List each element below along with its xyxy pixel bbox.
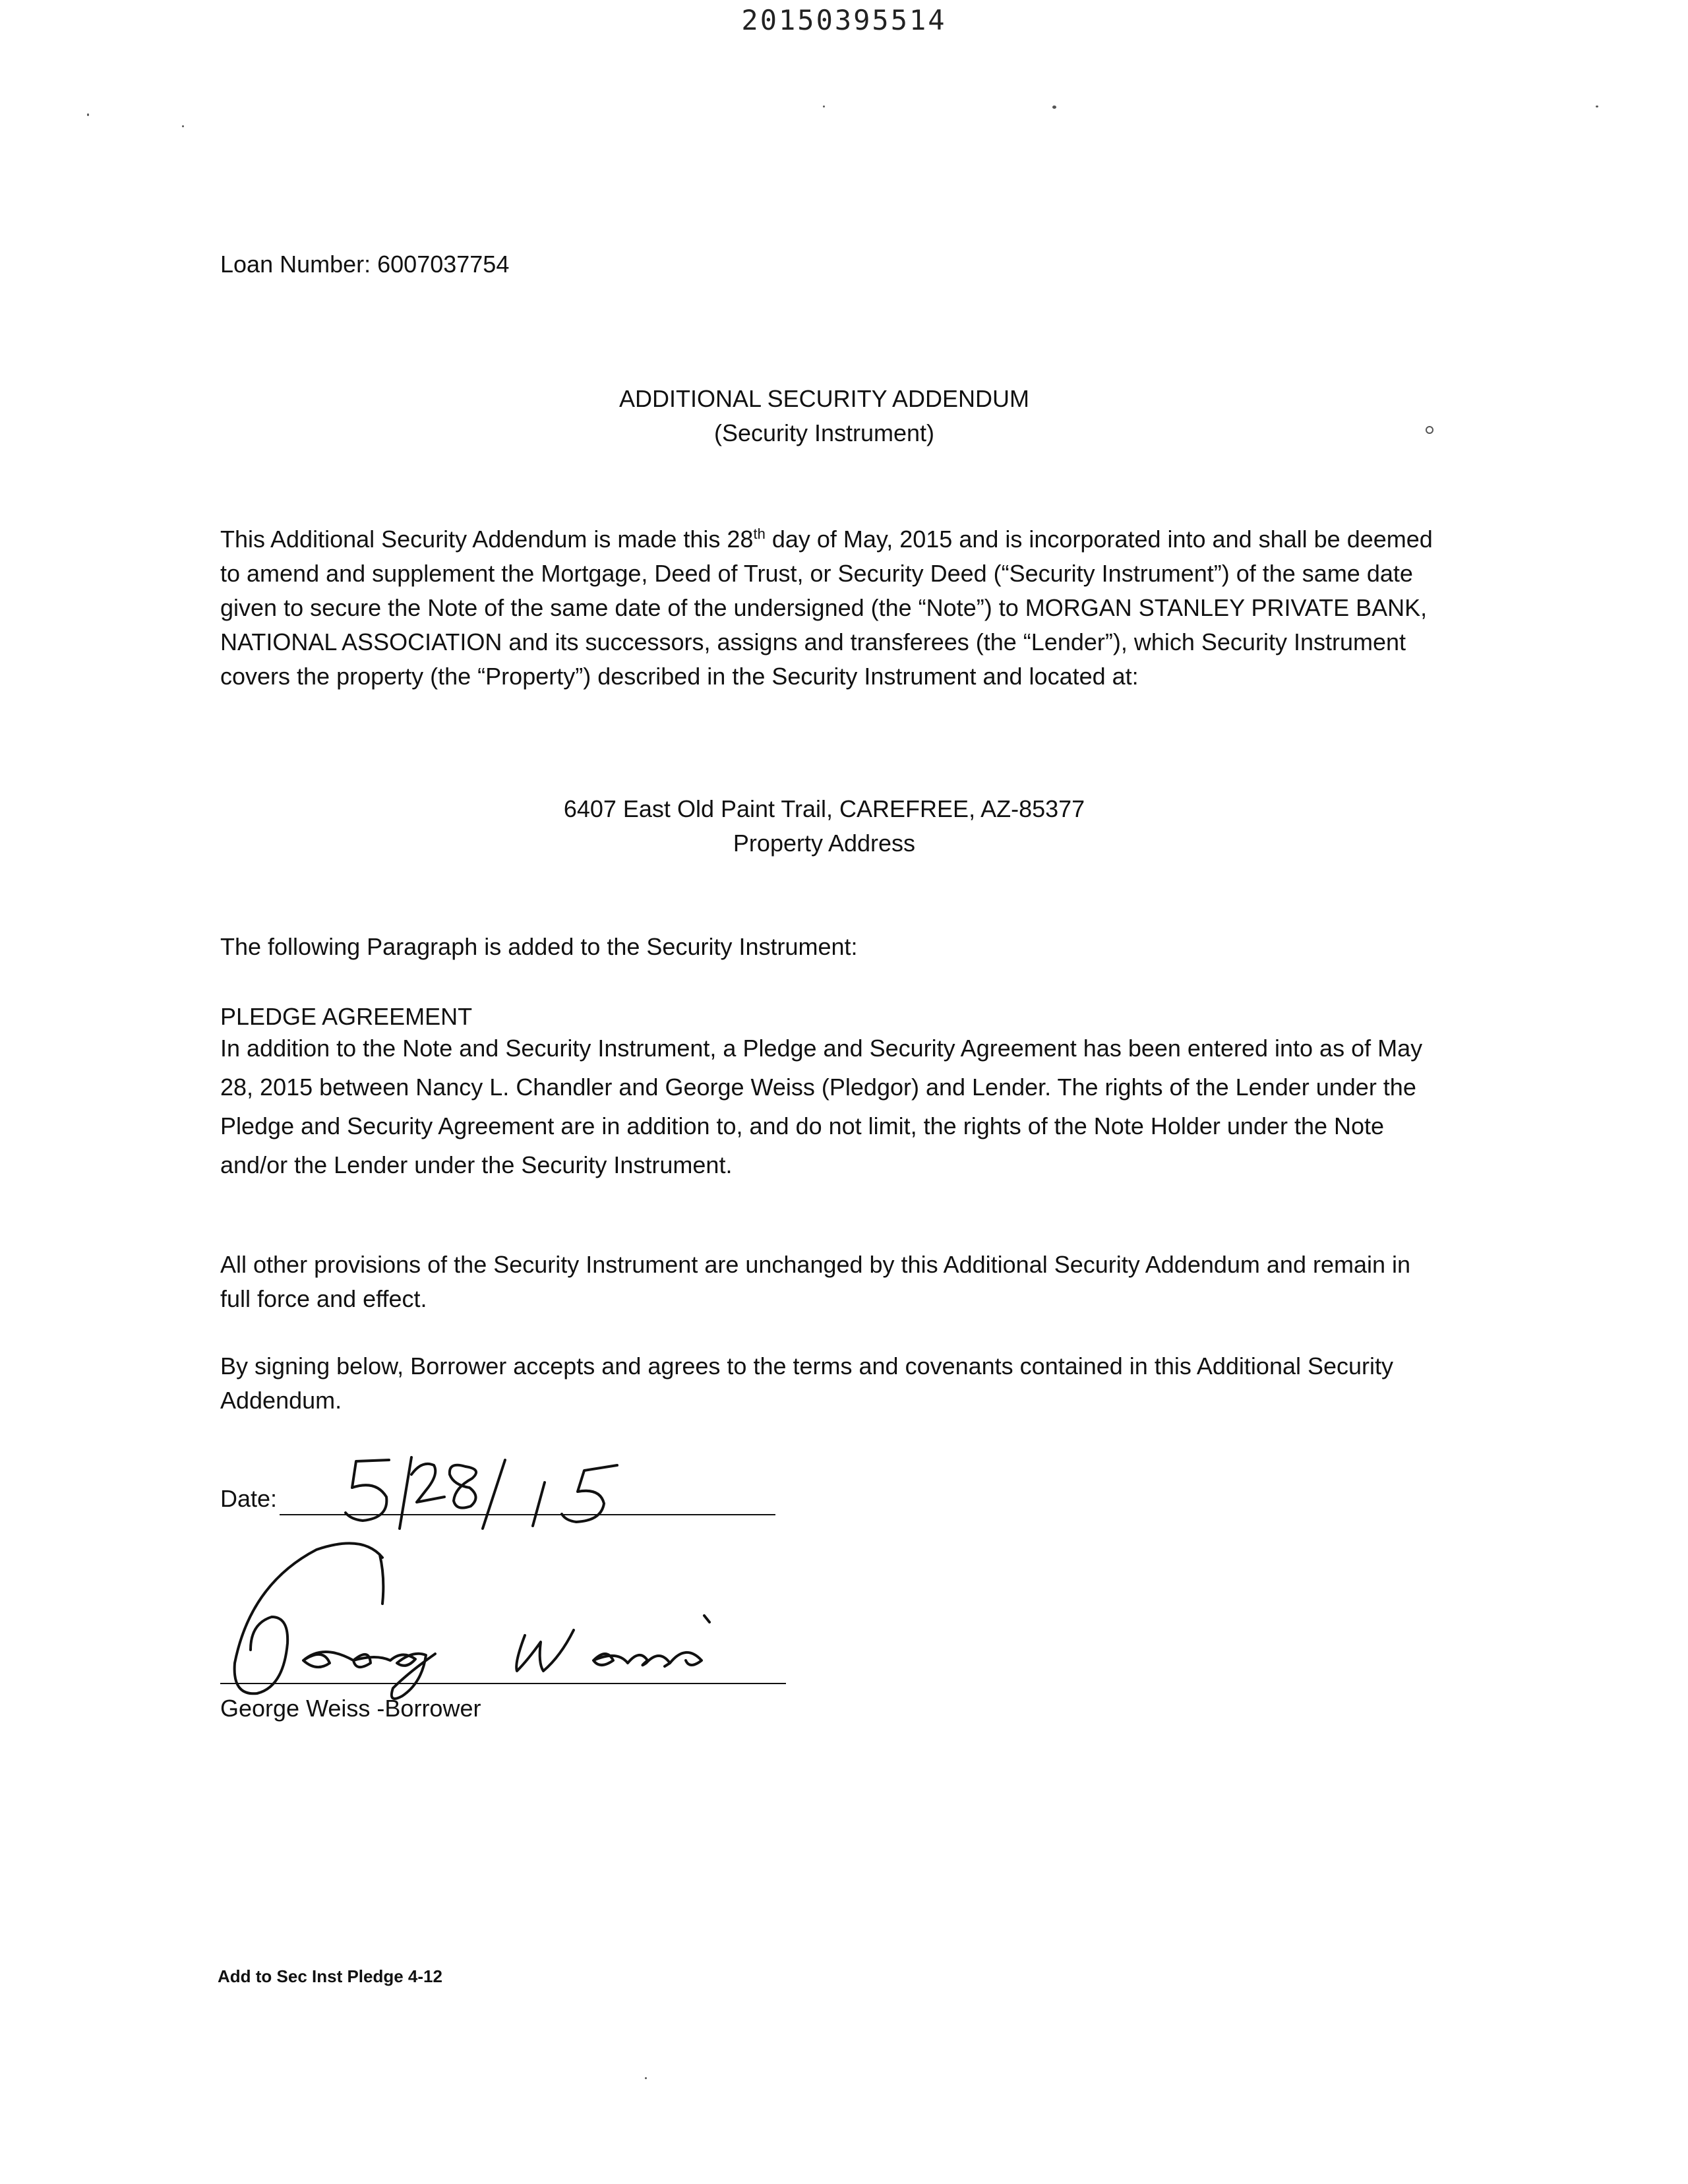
- scan-speck: [1596, 106, 1598, 107]
- scan-speck: [1052, 106, 1056, 109]
- borrower-signature-line: [220, 1683, 786, 1684]
- following-paragraph-note: The following Paragraph is added to the Security Instrument:: [220, 933, 858, 960]
- document-title: ADDITIONAL SECURITY ADDENDUM: [618, 385, 1030, 412]
- acceptance-paragraph: By signing below, Borrower accepts and agrees to the terms and covenants contained in this Additional Security Addendum.: [220, 1352, 1394, 1414]
- scan-speck: [182, 125, 184, 127]
- intro-text-start: This Additional Security Addendum is made this 28: [220, 526, 754, 553]
- intro-paragraph: [220, 522, 1447, 694]
- pledge-heading: PLEDGE AGREEMENT: [220, 1003, 473, 1030]
- form-code: Add to Sec Inst Pledge 4-12: [218, 1966, 442, 1986]
- handwritten-date: [343, 1444, 659, 1536]
- provisions-paragraph: All other provisions of the Security Instrument are unchanged by this Additional Security Addendum and remain in full force and effect.: [220, 1251, 1411, 1312]
- scan-speck: [645, 2077, 647, 2079]
- recording-number: 20150395514: [741, 4, 947, 36]
- document-subtitle: (Security Instrument): [713, 419, 935, 446]
- intro-text-rest: day of May, 2015 and is incorporated into and shall be deemed to amend and supplement the Mortgage, Deed of Trust, or Security Deed (“Security Instrument”) of the same date given to secure the Note of the same date of the undersigned (the “Note”) to MORGAN STANLEY PRIVATE BANK, NATIONAL ASSOCIATION and its successors, assigns and transferees (the “Lender”), which Security Instrument covers the property (the “Property”) described in the Security Instrument and located at:: [220, 526, 1433, 690]
- pledge-body: In addition to the Note and Security Instrument, a Pledge and Security Agreement has been entered into as of May 28, 2015 between Nancy L. Chandler and George Weiss (Pledgor) and Lender. The rights of the Lender under the Pledge and Security Agreement are in addition to, and do not limit, the rights of the Note Holder under the Note and/or the Lender under the Security Instrument.: [220, 1035, 1423, 1178]
- date-label: Date:: [220, 1485, 278, 1512]
- loan-number: Loan Number: 6007037754: [220, 251, 510, 278]
- signer-label: George Weiss -Borrower: [220, 1695, 481, 1722]
- property-address: 6407 East Old Paint Trail, CAREFREE, AZ-85377: [563, 795, 1085, 822]
- scan-speck: [823, 106, 825, 107]
- scan-speck: [87, 113, 89, 116]
- property-address-caption: Property Address: [733, 830, 916, 857]
- intro-ordinal-suffix: th: [753, 526, 766, 542]
